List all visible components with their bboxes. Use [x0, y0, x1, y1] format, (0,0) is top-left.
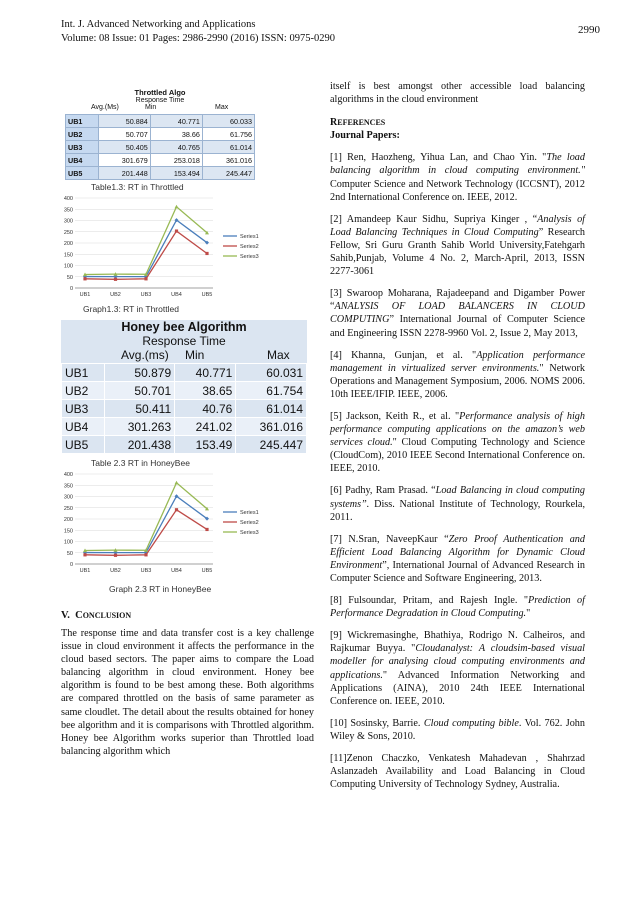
- table-row: [62, 418, 307, 436]
- data-point: [175, 508, 178, 511]
- col-min: Min: [185, 348, 205, 362]
- table-cell-max: 60.031: [236, 364, 307, 382]
- col-max: Max: [215, 104, 229, 111]
- col-min: Min: [145, 104, 157, 111]
- table-cell-max: 61.754: [236, 382, 307, 400]
- data-point: [114, 554, 117, 557]
- ref-title: Performance analysis of high performance computing applications on the amazon’s web services cloud.: [330, 410, 585, 449]
- table-cell-label: UB2: [62, 382, 105, 400]
- table-cell-label: UB3: [66, 141, 99, 154]
- throttled-table-subtitle: Response Time: [135, 97, 185, 104]
- data-point: [175, 481, 179, 485]
- table-cell-avg: 50.411: [104, 400, 175, 418]
- ref-title: Zero Proof Authentication and Efficient Load Balancing Algorithm for Dynamic Cloud Environment: [330, 533, 585, 571]
- data-point: [144, 277, 147, 280]
- table-cell-avg: 50.405: [98, 141, 150, 154]
- y-tick-label: 0: [69, 562, 73, 568]
- reference-item: [330, 533, 585, 585]
- reference-list: [330, 151, 585, 791]
- legend-label: Series3: [240, 530, 259, 536]
- table-cell-avg: 50.707: [98, 128, 150, 141]
- table-cell-label: UB1: [62, 364, 105, 382]
- table-cell-label: UB4: [62, 418, 105, 436]
- ref-text: [5] Jackson, Keith R., et al. ": [330, 410, 460, 422]
- honeybee-table-header: [61, 348, 307, 363]
- x-tick-label: UB1: [79, 568, 91, 574]
- table-cell-avg: 50.884: [98, 115, 150, 128]
- throttled-table-header: [65, 104, 255, 114]
- table-cell-min: 241.02: [175, 418, 236, 436]
- series-line-series1: [85, 220, 207, 277]
- series-line-series2: [85, 231, 207, 279]
- ref-source: . Vol. 762. John Wiley & Sons, 2010.: [330, 717, 585, 742]
- table-cell-label: UB2: [66, 128, 99, 141]
- ref-title: ANALYSIS OF LOAD BALANCERS IN CLOUD COMPUTING: [330, 301, 585, 326]
- ref-source: ": [526, 608, 531, 620]
- table-cell-avg: 301.679: [98, 154, 150, 167]
- legend-label: Series3: [240, 254, 259, 260]
- table-cell-min: 153.494: [150, 167, 202, 180]
- table-row: [62, 436, 307, 454]
- data-point: [83, 553, 86, 556]
- legend-label: Series2: [240, 244, 259, 250]
- table-cell-min: 40.771: [175, 364, 236, 382]
- table-row: [66, 115, 255, 128]
- ref-title: Prediction of Performance Degradation in Cloud Computing.: [330, 595, 585, 620]
- y-tick-label: 250: [63, 229, 73, 236]
- reference-item: [330, 752, 585, 791]
- honeybee-table-caption: Table 2.3 RT in HoneyBee: [91, 458, 190, 468]
- ref-source: ” Research Fellow, Sri Guru Granth Sahib World University,Fatehgarh Sahib,Punjab, Volume 4 No. 2, March-April, 2013, ISSN 2277-3061: [330, 226, 585, 278]
- table-row: [66, 141, 255, 154]
- table-cell-max: 60.033: [202, 115, 254, 128]
- table-cell-label: UB5: [62, 436, 105, 454]
- ref-title: The load balancing algorithm in cloud computing environment.": [330, 152, 585, 177]
- table-cell-max: 61.756: [202, 128, 254, 141]
- table-cell-min: 153.49: [175, 436, 236, 454]
- ref-text: [4] Khanna, Gunjan, et al. ": [330, 349, 477, 361]
- data-point: [175, 205, 179, 209]
- table-cell-max: 245.447: [236, 436, 307, 454]
- data-point: [114, 278, 117, 281]
- throttled-line-chart: [61, 192, 281, 302]
- table-cell-label: UB3: [62, 400, 105, 418]
- y-tick-label: 400: [63, 196, 73, 202]
- reference-item: [330, 410, 585, 475]
- x-tick-label: UB4: [171, 568, 182, 574]
- y-tick-label: 300: [63, 218, 73, 225]
- legend-label: Series1: [240, 510, 259, 516]
- table-cell-avg: 201.438: [104, 436, 175, 454]
- data-point: [144, 553, 147, 556]
- ref-title: Cloudanalyst: A cloudsim-based visual modeller for analysing cloud computing environments and applications.: [330, 643, 585, 681]
- ref-source: " Network Operations and Management Symposium, 2006. NOMS 2006. 10th IEEE/IFIP. IEEE, 2006.: [330, 362, 585, 400]
- table-cell-min: 38.65: [175, 382, 236, 400]
- volume-info: Volume: 08 Issue: 01 Pages: 2986-2990 (2016) ISSN: 0975-0290: [61, 33, 335, 44]
- right-column: [330, 80, 585, 800]
- table-cell-label: UB5: [66, 167, 99, 180]
- ref-text: [3] Swaroop Moharana, Rajadeepand and Digamber Power “: [330, 288, 585, 313]
- ref-source: " Advanced Information Networking and Applications (AINA), 2010 24th IEEE International Conference on. IEEE, 2010.: [330, 669, 585, 707]
- table-cell-max: 61.014: [236, 400, 307, 418]
- ref-text: [10] Sosinsky, Barrie.: [330, 717, 424, 729]
- heading-rest: ONCLUSION: [82, 611, 132, 620]
- page-number: 2990: [578, 24, 600, 36]
- col-avg: Avg.(Ms): [91, 104, 119, 111]
- graph1-caption: Graph1.3: RT in Throttled: [83, 304, 179, 314]
- x-tick-label: UB3: [140, 292, 152, 298]
- table-row: [62, 382, 307, 400]
- reference-item: [330, 629, 585, 708]
- table-cell-avg: 301.263: [104, 418, 175, 436]
- table-cell-label: UB1: [66, 115, 99, 128]
- y-tick-label: 350: [63, 207, 73, 214]
- honeybee-line-chart: [61, 468, 281, 578]
- table-row: [62, 364, 307, 382]
- journal-name: Int. J. Advanced Networking and Applications: [61, 19, 256, 30]
- table-cell-min: 40.76: [175, 400, 236, 418]
- table-cell-max: 361.016: [202, 154, 254, 167]
- x-tick-label: UB2: [110, 568, 121, 574]
- ref-source: Computer Science and Network Technology (ICCSNT), 2012 2nd International Conference on. IEEE, 2012.: [330, 178, 585, 203]
- legend-label: Series1: [240, 234, 259, 240]
- table-cell-avg: 201.448: [98, 167, 150, 180]
- left-column: [61, 88, 314, 758]
- heading-initial: R: [330, 117, 338, 129]
- table-cell-avg: 50.879: [104, 364, 175, 382]
- table-cell-avg: 50.701: [104, 382, 175, 400]
- y-tick-label: 200: [63, 241, 73, 247]
- ref-title: Analysis of Load Balancing Techniques in Cloud Computing: [330, 213, 585, 238]
- ref-text: [1] Ren, Haozheng, Yihua Lan, and Chao Yin. ": [330, 152, 547, 164]
- honeybee-table-subtitle: Response Time: [61, 334, 307, 348]
- reference-item: [330, 287, 585, 339]
- conclusion-continuation: itself is best amongst other accessible load balancing algorithms in the cloud environment: [330, 81, 585, 106]
- table-cell-max: 61.014: [202, 141, 254, 154]
- y-tick-label: 300: [63, 494, 73, 501]
- table-cell-min: 253.018: [150, 154, 202, 167]
- ref-text: [9] Wickremasinghe, Bhathiya, Rodrigo N. Calheiros, and Rajkumar Buyya. ": [330, 630, 585, 655]
- x-tick-label: UB1: [79, 292, 91, 298]
- page-header: [61, 18, 335, 46]
- table-cell-min: 38.66: [150, 128, 202, 141]
- ref-source: ”, International Journal of Advanced Research in Computer Science and Software Engineering, 2013.: [330, 559, 585, 584]
- table-cell-min: 40.765: [150, 141, 202, 154]
- ref-text: [7] N.Sran, NaveepKaur “: [330, 533, 449, 545]
- table-cell-label: UB4: [66, 154, 99, 167]
- heading-rest: EFERENCES: [337, 118, 386, 128]
- table-cell-min: 40.771: [150, 115, 202, 128]
- conclusion-text: The response time and data transfer cost is a key challenge issue in cloud environment it affects the performance in the cloud based sectors. The paper aims to compare the Load balancing algorithm in cloud environment. Honey bee algorithm is found to be best among these. Both algorithms are compared throttled on the basis of same parameter as same cloudlet. The detail about the results obtained for honey bee algorithm and it is comparisons with Throttled algorithm. Honey bee Algorithm works superior than Throttled load balancing algorithm which: [61, 628, 314, 757]
- x-tick-label: UB2: [110, 292, 121, 298]
- y-tick-label: 50: [66, 550, 73, 557]
- data-point: [83, 277, 86, 280]
- ref-text: [6] Padhy, Ram Prasad. “: [330, 485, 436, 497]
- ref-text: [8] Fulsoundar, Pritam, and Rajesh Ingle. ": [330, 595, 529, 607]
- heading-number: V.: [61, 610, 70, 621]
- honeybee-table-title: Honey bee Algorithm: [61, 320, 307, 334]
- x-tick-label: UB4: [171, 292, 182, 298]
- ref-source: Diss. National Institute of Technology, Rourkela, 2011.: [330, 498, 585, 523]
- col-max: Max: [267, 348, 290, 362]
- y-tick-label: 0: [69, 286, 73, 292]
- throttled-table-caption: Table1.3: RT in Throttled: [91, 182, 184, 192]
- references-heading: [330, 116, 585, 129]
- conclusion-heading: [61, 610, 314, 621]
- throttled-table: [65, 114, 255, 180]
- legend-label: Series2: [240, 520, 259, 526]
- journal-papers-label: Journal Papers:: [330, 130, 400, 142]
- honeybee-table-block: [61, 320, 314, 454]
- x-tick-label: UB3: [140, 568, 152, 574]
- data-point: [205, 528, 208, 531]
- reference-item: [330, 717, 585, 743]
- reference-item: [330, 213, 585, 278]
- throttled-table-block: [65, 88, 314, 180]
- y-tick-label: 150: [63, 252, 73, 259]
- y-tick-label: 250: [63, 505, 73, 512]
- y-tick-label: 50: [66, 274, 73, 281]
- data-point: [175, 229, 178, 232]
- ref-title: Load Balancing in cloud computing systems”.: [330, 485, 585, 510]
- table-row: [66, 128, 255, 141]
- honeybee-table: [61, 363, 307, 454]
- heading-initial: C: [75, 610, 83, 621]
- table-row: [66, 167, 255, 180]
- ref-text: [2] Amandeep Kaur Sidhu, Supriya Kinger , “: [330, 213, 538, 225]
- table-cell-max: 245.447: [202, 167, 254, 180]
- series-line-series3: [85, 483, 207, 551]
- reference-item: [330, 484, 585, 523]
- series-line-series1: [85, 496, 207, 552]
- y-tick-label: 150: [63, 528, 73, 535]
- reference-item: [330, 349, 585, 401]
- y-tick-label: 200: [63, 517, 73, 523]
- y-tick-label: 400: [63, 472, 73, 478]
- reference-item: [330, 151, 585, 203]
- ref-title: Application performance management in virtualized server environments.: [330, 349, 586, 374]
- x-tick-label: UB5: [201, 292, 213, 298]
- graph2-caption: Graph 2.3 RT in HoneyBee: [109, 584, 212, 594]
- table-row: [66, 154, 255, 167]
- ref-source: " Cloud Computing Technology and Science (CloudCom), 2010 IEEE Second International Conference on. IEEE, 2010.: [330, 437, 585, 475]
- reference-item: [330, 594, 585, 620]
- x-tick-label: UB5: [201, 568, 213, 574]
- table-cell-max: 361.016: [236, 418, 307, 436]
- throttled-table-title: Throttled Algo: [134, 88, 186, 97]
- data-point: [205, 252, 208, 255]
- col-avg: Avg.(ms): [121, 348, 169, 362]
- y-tick-label: 100: [63, 263, 73, 270]
- y-tick-label: 100: [63, 539, 73, 546]
- ref-text: [11]Zenon Chaczko, Venkatesh Mahadevan , Shahrzad Aslanzadeh Availability and Load Balancing in Cloud Computing University of Technology Sydney, Australia.: [330, 753, 585, 791]
- ref-source: ” International Journal of Computer Science and Engineering ISSN 2278-9960 Vol. 2, Issue 2, May 2013,: [330, 314, 585, 339]
- table-row: [62, 400, 307, 418]
- ref-title: Cloud computing bible: [423, 717, 519, 729]
- y-tick-label: 350: [63, 483, 73, 490]
